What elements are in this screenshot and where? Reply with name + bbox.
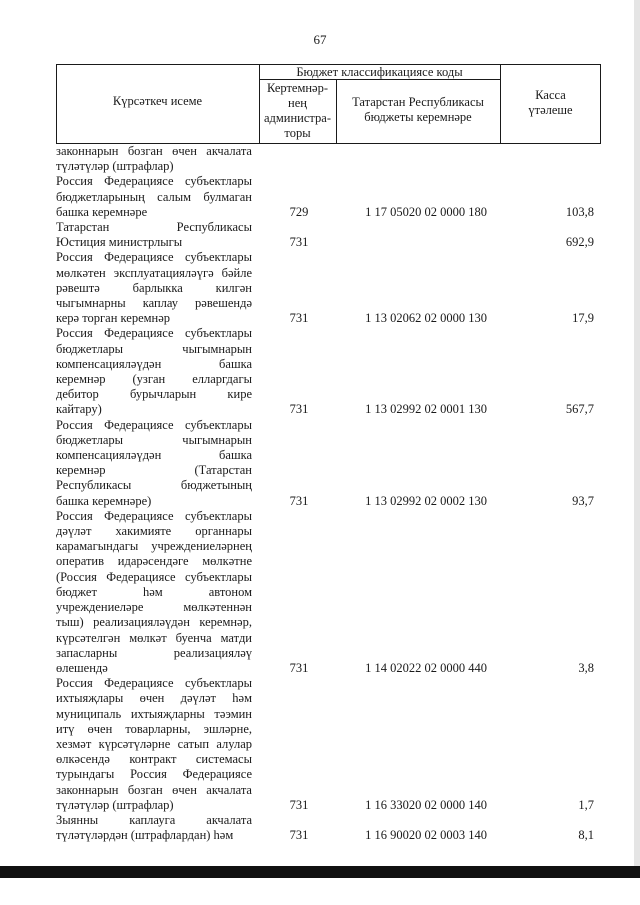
row-indicator-name: Зыянны каплауга акчалата түләтүләрдән (штрафлардан) һәм bbox=[56, 812, 252, 843]
header-admin: Кертемнәр- нең администра- торы bbox=[263, 81, 331, 140]
row-cash-amount: 103,8 bbox=[565, 204, 594, 219]
row-admin-code: 731 bbox=[289, 660, 309, 675]
table-row bbox=[56, 418, 601, 509]
scan-bottom-band bbox=[0, 866, 640, 878]
row-admin-code: 731 bbox=[289, 311, 309, 326]
row-indicator-name: Россия Федерациясе субъектлары бюджетларының салым булмаган башка керемнәре bbox=[56, 174, 252, 219]
row-indicator-name: Россия Федерациясе субъектлары мөлкәтен эксплуатацияләүгә бәйле рәвештә барлыкка килгән чыгымнарны каплау рәвешендә керә торган керемнәр bbox=[56, 250, 252, 326]
row-indicator-name: Россия Федерациясе субъектлары ихтыяҗлары өчен дәүләт һәм муниципаль ихтыяҗларны тәэмин итү өчен товарларны, эшләрне, хезмәт күрсәтүләрне сатып алулар өлкәсендә контракт системасы турындагы Россия Федерациясе законнарын бозган өчен акчалата түләтүләр (штрафлар) bbox=[56, 676, 252, 812]
header-indicator-name: Күрсәткеч исеме bbox=[112, 94, 203, 108]
row-indicator-name: Татарстан Республикасы Юстиция министрлыгы bbox=[56, 220, 252, 250]
row-indicator-name: Россия Федерациясе субъектлары бюджетлары чыгымнарын компенсацияләүдән башка керемнәр (Татарстан Республикасы бюджетының башка керемнәре) bbox=[56, 417, 252, 508]
row-cash-amount: 93,7 bbox=[572, 493, 594, 508]
row-cash-amount: 567,7 bbox=[565, 402, 594, 417]
row-admin-code: 731 bbox=[289, 235, 309, 250]
row-admin-code: 729 bbox=[289, 204, 309, 219]
row-cash-amount: 1,7 bbox=[578, 797, 594, 812]
row-cash-amount: 3,8 bbox=[578, 660, 594, 675]
header-cash: Касса үтәлеше bbox=[528, 88, 573, 117]
row-cash-amount: 17,9 bbox=[572, 311, 594, 326]
header-revenue: Татарстан Республикасы бюджеты керемнәре bbox=[352, 95, 484, 124]
budget-table bbox=[56, 64, 601, 843]
row-revenue-code: 1 17 05020 02 0000 180 bbox=[365, 204, 487, 219]
row-revenue-code: 1 13 02992 02 0002 130 bbox=[365, 493, 487, 508]
page-number: 67 bbox=[313, 32, 327, 47]
table-row bbox=[56, 250, 601, 326]
row-admin-code: 731 bbox=[289, 828, 309, 843]
table-row bbox=[56, 220, 601, 250]
row-indicator-name: законнарын бозган өчен акчалата түләтүләр (штрафлар) bbox=[56, 144, 252, 174]
row-cash-amount: 8,1 bbox=[578, 828, 594, 843]
row-indicator-name: Россия Федерациясе субъектлары бюджетлары чыгымнарын компенсацияләүдән башка керемнәр (узган елларгдагы дебитор бурычларын кире кайтару) bbox=[56, 326, 252, 417]
table-body bbox=[56, 144, 601, 843]
row-admin-code: 731 bbox=[289, 797, 309, 812]
row-indicator-name: Россия Федерациясе субъектлары дәүләт хакимияте органнары карамагындагы учреждениеләрнең оператив идарәсендәге мөлкәтне (Россия Федерациясе субъектлары бюджет һәм автоном учреждениеләре мөлкәтеннән тыш) реализацияләүдән керемнәр, күрсәтелгән мөлкәт буенча матди запасларны реализацияләү өлешендә bbox=[56, 508, 252, 675]
row-admin-code: 731 bbox=[289, 493, 309, 508]
table-row bbox=[56, 676, 601, 813]
table-row bbox=[56, 813, 601, 843]
header-budget-code-group: Бюджет классификациясе коды bbox=[296, 65, 463, 79]
table-row bbox=[56, 326, 601, 417]
row-revenue-code: 1 13 02992 02 0001 130 bbox=[365, 402, 487, 417]
table-header bbox=[56, 64, 601, 144]
row-revenue-code: 1 16 90020 02 0003 140 bbox=[365, 828, 487, 843]
row-cash-amount: 692,9 bbox=[565, 235, 594, 250]
row-admin-code: 731 bbox=[289, 402, 309, 417]
row-revenue-code: 1 16 33020 02 0000 140 bbox=[365, 797, 487, 812]
table-row bbox=[56, 144, 601, 174]
row-revenue-code: 1 14 02022 02 0000 440 bbox=[365, 660, 487, 675]
scan-edge bbox=[634, 0, 640, 866]
table-row bbox=[56, 509, 601, 676]
table-row bbox=[56, 174, 601, 220]
row-revenue-code: 1 13 02062 02 0000 130 bbox=[365, 311, 487, 326]
